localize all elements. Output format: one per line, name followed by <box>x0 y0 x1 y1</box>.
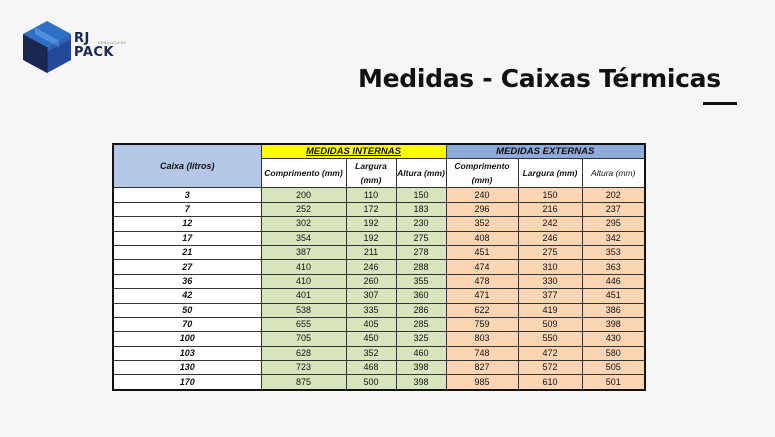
table-row <box>113 375 645 390</box>
caixa-cell: 3 <box>113 188 261 202</box>
ext-largura-cell: 216 <box>518 202 582 216</box>
table-row <box>113 346 645 360</box>
table-row <box>113 202 645 216</box>
ext-altura-cell: 363 <box>582 260 645 274</box>
caixa-cell: 17 <box>113 231 261 245</box>
int-altura-cell: 183 <box>396 202 446 216</box>
caixa-cell: 103 <box>113 346 261 360</box>
ext-largura-cell: 242 <box>518 217 582 231</box>
caixa-cell: 70 <box>113 317 261 331</box>
ext-largura-cell: 330 <box>518 274 582 288</box>
ext-comprimento-cell: 474 <box>446 260 518 274</box>
table-row <box>113 245 645 259</box>
int-altura-cell: 398 <box>396 375 446 390</box>
int-comprimento-cell: 628 <box>261 346 346 360</box>
page-title: Medidas - Caixas Térmicas <box>358 64 721 93</box>
ext-altura-cell: 451 <box>582 289 645 303</box>
ext-largura-cell: 419 <box>518 303 582 317</box>
ext-comprimento-cell: 748 <box>446 346 518 360</box>
ext-altura-cell: 237 <box>582 202 645 216</box>
ext-comprimento-header: Comprimento (mm) <box>446 159 518 188</box>
ext-altura-cell: 501 <box>582 375 645 390</box>
ext-comprimento-cell: 827 <box>446 361 518 375</box>
int-largura-cell: 450 <box>346 332 396 346</box>
caixa-cell: 170 <box>113 375 261 390</box>
caixa-cell: 21 <box>113 245 261 259</box>
external-measures-header: MEDIDAS EXTERNAS <box>446 144 645 159</box>
box-icon <box>22 20 72 74</box>
int-comprimento-cell: 538 <box>261 303 346 317</box>
caixa-cell: 36 <box>113 274 261 288</box>
int-altura-header: Altura (mm) <box>396 159 446 188</box>
ext-largura-cell: 472 <box>518 346 582 360</box>
ext-altura-cell: 202 <box>582 188 645 202</box>
caixa-cell: 100 <box>113 332 261 346</box>
table-row <box>113 303 645 317</box>
ext-comprimento-cell: 759 <box>446 317 518 331</box>
int-largura-cell: 307 <box>346 289 396 303</box>
table-header-row <box>113 144 645 159</box>
ext-comprimento-cell: 296 <box>446 202 518 216</box>
int-altura-cell: 355 <box>396 274 446 288</box>
int-altura-cell: 275 <box>396 231 446 245</box>
int-comprimento-cell: 875 <box>261 375 346 390</box>
table-row <box>113 188 645 202</box>
internal-measures-header: MEDIDAS INTERNAS <box>261 144 446 159</box>
brand-tagline: EMBALAGENS <box>98 41 127 45</box>
ext-altura-cell: 398 <box>582 317 645 331</box>
int-altura-cell: 325 <box>396 332 446 346</box>
int-largura-cell: 192 <box>346 231 396 245</box>
table-body <box>113 188 645 390</box>
ext-largura-cell: 550 <box>518 332 582 346</box>
table-row <box>113 332 645 346</box>
int-altura-cell: 285 <box>396 317 446 331</box>
int-largura-cell: 468 <box>346 361 396 375</box>
int-comprimento-cell: 200 <box>261 188 346 202</box>
ext-comprimento-cell: 352 <box>446 217 518 231</box>
caixa-cell: 7 <box>113 202 261 216</box>
int-comprimento-cell: 655 <box>261 317 346 331</box>
table-row <box>113 260 645 274</box>
ext-largura-header: Largura (mm) <box>518 159 582 188</box>
ext-largura-cell: 610 <box>518 375 582 390</box>
brand-name <box>74 32 114 60</box>
ext-comprimento-cell: 985 <box>446 375 518 390</box>
measures-table <box>112 143 646 391</box>
title-underline <box>703 102 737 105</box>
ext-altura-cell: 580 <box>582 346 645 360</box>
caixa-cell: 50 <box>113 303 261 317</box>
table-row <box>113 231 645 245</box>
ext-largura-cell: 377 <box>518 289 582 303</box>
int-largura-cell: 211 <box>346 245 396 259</box>
table-row <box>113 361 645 375</box>
ext-comprimento-cell: 803 <box>446 332 518 346</box>
int-comprimento-cell: 302 <box>261 217 346 231</box>
int-largura-cell: 260 <box>346 274 396 288</box>
caixa-cell: 130 <box>113 361 261 375</box>
int-altura-cell: 288 <box>396 260 446 274</box>
int-comprimento-header: Comprimento (mm) <box>261 159 346 188</box>
ext-largura-cell: 275 <box>518 245 582 259</box>
ext-altura-cell: 430 <box>582 332 645 346</box>
int-comprimento-cell: 410 <box>261 274 346 288</box>
ext-largura-cell: 150 <box>518 188 582 202</box>
caixa-cell: 42 <box>113 289 261 303</box>
int-largura-cell: 500 <box>346 375 396 390</box>
brand-name-line1: RJ <box>74 31 90 46</box>
brand-name-line2: PACK <box>74 45 115 60</box>
ext-largura-cell: 246 <box>518 231 582 245</box>
int-altura-cell: 460 <box>396 346 446 360</box>
ext-comprimento-cell: 451 <box>446 245 518 259</box>
int-altura-cell: 278 <box>396 245 446 259</box>
int-altura-cell: 398 <box>396 361 446 375</box>
table-row <box>113 217 645 231</box>
brand-logo <box>22 20 152 75</box>
int-altura-cell: 360 <box>396 289 446 303</box>
ext-comprimento-cell: 622 <box>446 303 518 317</box>
int-largura-cell: 110 <box>346 188 396 202</box>
int-comprimento-cell: 401 <box>261 289 346 303</box>
table-row <box>113 317 645 331</box>
int-largura-cell: 246 <box>346 260 396 274</box>
ext-altura-cell: 446 <box>582 274 645 288</box>
int-comprimento-cell: 387 <box>261 245 346 259</box>
ext-largura-cell: 310 <box>518 260 582 274</box>
int-altura-cell: 230 <box>396 217 446 231</box>
ext-altura-header: Altura (mm) <box>582 159 645 188</box>
table-row <box>113 289 645 303</box>
ext-altura-cell: 505 <box>582 361 645 375</box>
int-comprimento-cell: 705 <box>261 332 346 346</box>
ext-altura-cell: 342 <box>582 231 645 245</box>
caixa-header: Caixa (litros) <box>113 144 261 188</box>
caixa-cell: 27 <box>113 260 261 274</box>
int-largura-cell: 192 <box>346 217 396 231</box>
ext-largura-cell: 572 <box>518 361 582 375</box>
ext-comprimento-cell: 471 <box>446 289 518 303</box>
caixa-cell: 12 <box>113 217 261 231</box>
ext-comprimento-cell: 478 <box>446 274 518 288</box>
int-comprimento-cell: 354 <box>261 231 346 245</box>
int-altura-cell: 150 <box>396 188 446 202</box>
int-comprimento-cell: 252 <box>261 202 346 216</box>
table-row <box>113 274 645 288</box>
int-largura-cell: 405 <box>346 317 396 331</box>
ext-comprimento-cell: 408 <box>446 231 518 245</box>
int-largura-header: Largura (mm) <box>346 159 396 188</box>
ext-comprimento-cell: 240 <box>446 188 518 202</box>
ext-largura-cell: 509 <box>518 317 582 331</box>
ext-altura-cell: 295 <box>582 217 645 231</box>
int-largura-cell: 335 <box>346 303 396 317</box>
int-largura-cell: 172 <box>346 202 396 216</box>
int-altura-cell: 286 <box>396 303 446 317</box>
int-comprimento-cell: 723 <box>261 361 346 375</box>
ext-altura-cell: 353 <box>582 245 645 259</box>
int-comprimento-cell: 410 <box>261 260 346 274</box>
int-largura-cell: 352 <box>346 346 396 360</box>
ext-altura-cell: 386 <box>582 303 645 317</box>
